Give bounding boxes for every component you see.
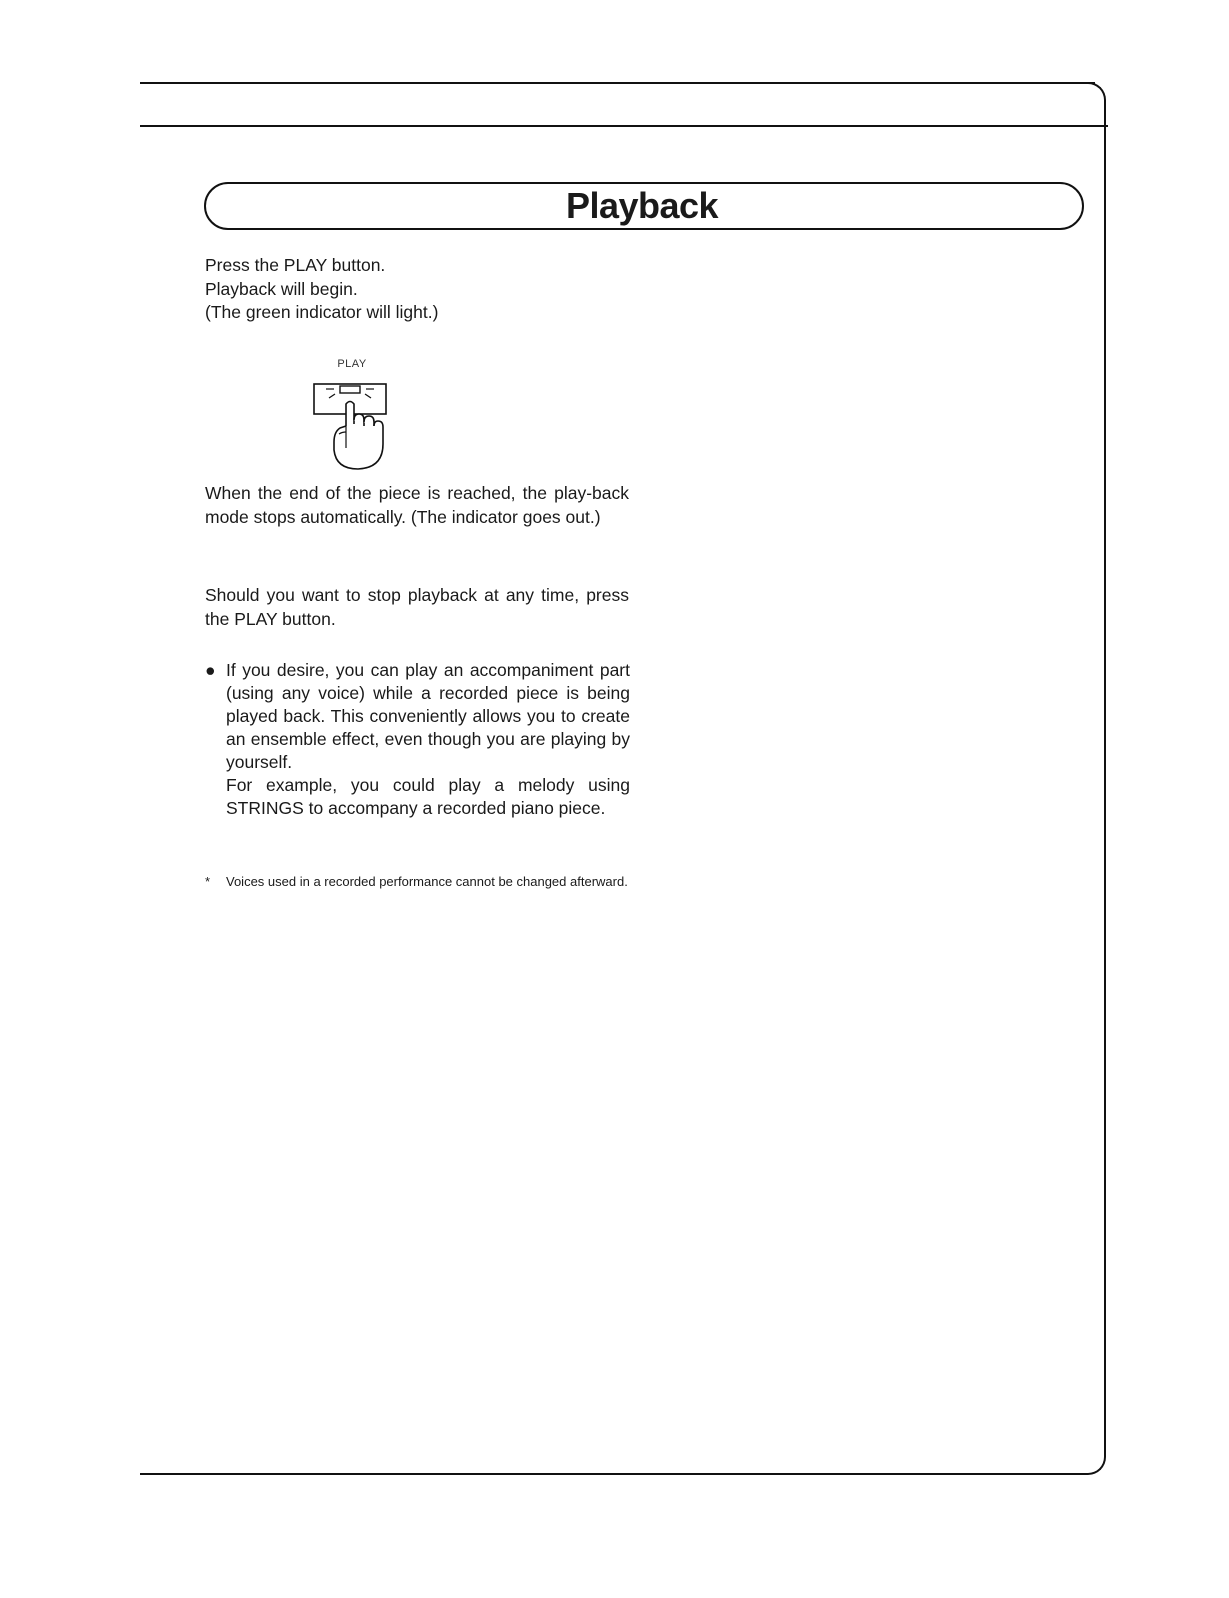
play-button-illustration <box>300 358 410 478</box>
frame-corner-bottom-right <box>1080 1445 1106 1475</box>
frame-bottom-rule <box>140 1473 1085 1475</box>
play-button-label: PLAY <box>337 358 367 370</box>
section-title-capsule <box>204 182 1084 230</box>
intro-instructions <box>205 254 438 325</box>
frame-header-rule <box>140 125 1108 127</box>
bullet-paragraph-accompaniment: If you desire, you can play an accompaniment part (using any voice) while a recorded piece is being played back. This conveniently allows you to create an ensemble effect, even though you are playing by yourself. <box>226 660 630 772</box>
finger-pressing-button-icon <box>300 376 404 476</box>
footnote-asterisk: * <box>205 874 211 889</box>
frame-corner-top-right <box>1080 82 1106 112</box>
footnote-text: Voices used in a recorded performance cannot be changed afterward. <box>226 874 628 889</box>
intro-line-indicator: (The green indicator will light.) <box>205 302 439 322</box>
end-of-piece-paragraph: When the end of the piece is reached, the play-back mode stops automatically. (The indicator goes out.) <box>205 483 629 527</box>
bullet-dot: ● <box>205 660 216 680</box>
frame-top-rule <box>140 82 1095 84</box>
frame-right-rule <box>1104 105 1106 1450</box>
stop-playback-paragraph: Should you want to stop playback at any time, press the PLAY button. <box>205 585 629 629</box>
bullet-body <box>226 659 630 820</box>
accompaniment-bullet <box>205 659 630 820</box>
bullet-paragraph-example: For example, you could play a melody using STRINGS to accompany a recorded piano piece. <box>226 775 630 818</box>
page-title: Playback <box>565 185 719 226</box>
intro-line-press: Press the PLAY button. <box>205 255 386 275</box>
intro-line-begin: Playback will begin. <box>205 278 358 299</box>
voices-footnote <box>205 873 634 891</box>
